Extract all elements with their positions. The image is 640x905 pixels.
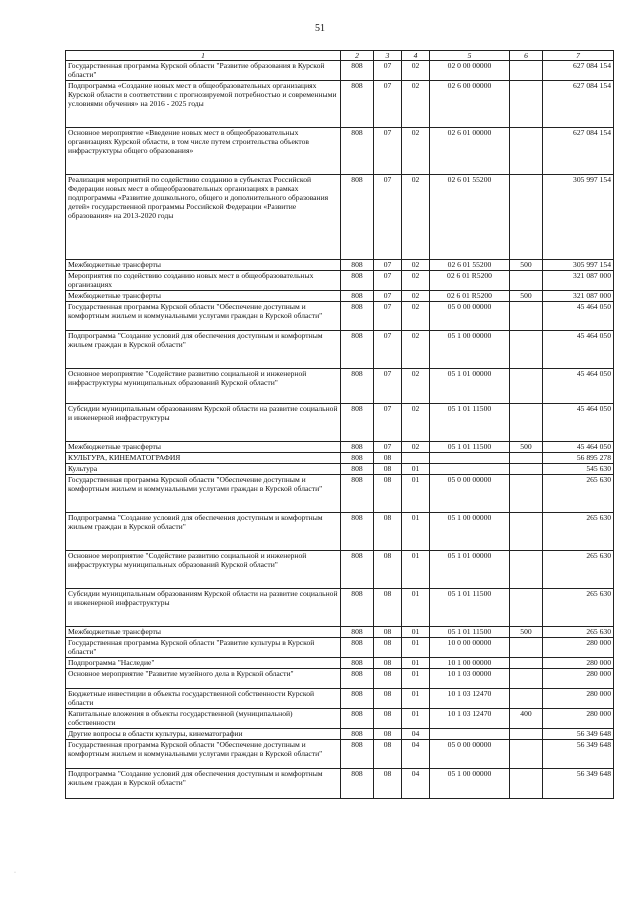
cell-ministry-code: 808 (341, 175, 374, 260)
cell-name: Другие вопросы в области культуры, кинематографии (66, 729, 341, 740)
cell-subsection: 04 (402, 740, 430, 769)
table-row (66, 689, 614, 709)
cell-section: 07 (374, 61, 402, 81)
cell-expense-type (510, 302, 543, 331)
table-row (66, 769, 614, 799)
cell-name: Основное мероприятие "Развитие музейного дела в Курской области" (66, 669, 341, 689)
cell-expense-type (510, 61, 543, 81)
cell-expense-type: 500 (510, 260, 543, 271)
cell-target-article: 02 6 01 55200 (430, 260, 510, 271)
cell-target-article: 05 1 01 11500 (430, 589, 510, 627)
cell-section: 08 (374, 627, 402, 638)
cell-ministry-code: 808 (341, 442, 374, 453)
cell-section: 08 (374, 669, 402, 689)
cell-subsection: 02 (402, 404, 430, 442)
cell-amount: 627 084 154 (543, 128, 614, 175)
cell-section: 08 (374, 709, 402, 729)
cell-subsection: 02 (402, 61, 430, 81)
cell-target-article: 02 6 01 55200 (430, 175, 510, 260)
cell-target-article: 05 1 01 11500 (430, 442, 510, 453)
cell-amount: 45 464 050 (543, 302, 614, 331)
cell-section: 07 (374, 331, 402, 369)
col-header-6: 6 (510, 51, 543, 61)
cell-amount: 280 000 (543, 658, 614, 669)
cell-subsection: 02 (402, 302, 430, 331)
cell-name: Реализация мероприятий по содействию созданию в субъектах Российской Федерации новых мест в общеобразовательных организациях в рамках подпрограммы «Развитие дошкольного, общего и дополнительного образования детей» государственной программы Российской Федерации «Развитие образования» на 2013-2020 годы (66, 175, 341, 260)
cell-target-article (430, 729, 510, 740)
table-row (66, 638, 614, 658)
cell-expense-type (510, 128, 543, 175)
cell-target-article (430, 453, 510, 464)
cell-amount: 56 349 648 (543, 769, 614, 799)
cell-amount: 265 630 (543, 589, 614, 627)
cell-target-article: 05 1 01 00000 (430, 369, 510, 404)
cell-amount: 305 997 154 (543, 175, 614, 260)
cell-amount: 45 464 050 (543, 404, 614, 442)
cell-expense-type (510, 551, 543, 589)
table-row (66, 658, 614, 669)
cell-target-article: 02 0 00 00000 (430, 61, 510, 81)
col-header-4: 4 (402, 51, 430, 61)
cell-ministry-code: 808 (341, 627, 374, 638)
cell-section: 08 (374, 464, 402, 475)
table-row (66, 128, 614, 175)
cell-expense-type (510, 369, 543, 404)
col-header-1: 1 (66, 51, 341, 61)
cell-subsection: 02 (402, 331, 430, 369)
cell-name: Культура (66, 464, 341, 475)
cell-subsection: 01 (402, 475, 430, 513)
cell-subsection: 01 (402, 669, 430, 689)
cell-subsection: 01 (402, 658, 430, 669)
cell-name: Государственная программа Курской области "Обеспечение доступным и комфортным жильем и коммунальными услугами граждан в Курской области" (66, 302, 341, 331)
cell-ministry-code: 808 (341, 260, 374, 271)
cell-name: Капитальные вложения в объекты государственной (муниципальной) собственности (66, 709, 341, 729)
cell-target-article: 05 1 00 00000 (430, 331, 510, 369)
cell-ministry-code: 808 (341, 404, 374, 442)
cell-section: 08 (374, 658, 402, 669)
cell-expense-type (510, 740, 543, 769)
cell-name: Подпрограмма "Создание условий для обеспечения доступным и комфортным жильем граждан в Курской области" (66, 331, 341, 369)
cell-amount: 280 000 (543, 669, 614, 689)
cell-target-article: 02 6 01 R5200 (430, 291, 510, 302)
cell-section: 07 (374, 302, 402, 331)
cell-target-article: 05 1 01 11500 (430, 627, 510, 638)
cell-ministry-code: 808 (341, 689, 374, 709)
cell-target-article: 10 1 00 00000 (430, 658, 510, 669)
cell-ministry-code: 808 (341, 61, 374, 81)
table-row (66, 271, 614, 291)
cell-section: 07 (374, 271, 402, 291)
cell-target-article: 05 1 01 11500 (430, 404, 510, 442)
cell-section: 08 (374, 475, 402, 513)
table-row (66, 513, 614, 551)
cell-subsection: 01 (402, 513, 430, 551)
cell-ministry-code: 808 (341, 658, 374, 669)
cell-name: Подпрограмма «Создание новых мест в общеобразовательных организациях Курской области в соответствии с прогнозируемой потребностью и современными условиями обучения» на 2016 - 2025 годы (66, 81, 341, 128)
cell-ministry-code: 808 (341, 551, 374, 589)
cell-amount: 45 464 050 (543, 442, 614, 453)
table-row (66, 475, 614, 513)
table-row (66, 627, 614, 638)
cell-name: Межбюджетные трансферты (66, 291, 341, 302)
cell-expense-type: 500 (510, 627, 543, 638)
cell-name: Субсидии муниципальным образованиям Курской области на развитие социальной и инженерной инфраструктуры (66, 404, 341, 442)
cell-name: Межбюджетные трансферты (66, 260, 341, 271)
table-row (66, 453, 614, 464)
cell-name: Субсидии муниципальным образованиям Курской области на развитие социальной и инженерной инфраструктуры (66, 589, 341, 627)
col-header-5: 5 (430, 51, 510, 61)
cell-expense-type (510, 513, 543, 551)
cell-section: 08 (374, 769, 402, 799)
cell-expense-type (510, 331, 543, 369)
table-row (66, 369, 614, 404)
cell-ministry-code: 808 (341, 331, 374, 369)
cell-name: Подпрограмма "Наследие" (66, 658, 341, 669)
table-row (66, 669, 614, 689)
cell-subsection: 01 (402, 709, 430, 729)
cell-section: 07 (374, 175, 402, 260)
table-row (66, 331, 614, 369)
table-row (66, 260, 614, 271)
table-row (66, 589, 614, 627)
col-header-2: 2 (341, 51, 374, 61)
cell-ministry-code: 808 (341, 291, 374, 302)
cell-subsection: 04 (402, 769, 430, 799)
cell-target-article: 10 1 03 12470 (430, 689, 510, 709)
cell-section: 08 (374, 513, 402, 551)
table-row (66, 551, 614, 589)
cell-ministry-code: 808 (341, 369, 374, 404)
cell-section: 08 (374, 740, 402, 769)
cell-section: 07 (374, 404, 402, 442)
cell-target-article: 05 1 01 00000 (430, 551, 510, 589)
cell-name: Государственная программа Курской области "Развитие культуры в Курской области" (66, 638, 341, 658)
cell-section: 08 (374, 729, 402, 740)
cell-ministry-code: 808 (341, 769, 374, 799)
cell-subsection: 01 (402, 689, 430, 709)
table-row (66, 729, 614, 740)
cell-section: 07 (374, 442, 402, 453)
cell-ministry-code: 808 (341, 729, 374, 740)
cell-target-article: 05 1 00 00000 (430, 769, 510, 799)
cell-expense-type (510, 729, 543, 740)
cell-amount: 265 630 (543, 551, 614, 589)
cell-ministry-code: 808 (341, 638, 374, 658)
cell-amount: 56 349 648 (543, 729, 614, 740)
cell-ministry-code: 808 (341, 475, 374, 513)
cell-amount: 321 087 000 (543, 271, 614, 291)
cell-ministry-code: 808 (341, 513, 374, 551)
cell-amount: 56 895 278 (543, 453, 614, 464)
cell-section: 07 (374, 81, 402, 128)
cell-name: Межбюджетные трансферты (66, 627, 341, 638)
cell-amount: 45 464 050 (543, 369, 614, 404)
budget-table (65, 50, 614, 799)
cell-section: 08 (374, 638, 402, 658)
cell-expense-type (510, 175, 543, 260)
table-row (66, 464, 614, 475)
page-number: 51 (315, 23, 325, 34)
cell-expense-type (510, 404, 543, 442)
cell-expense-type (510, 453, 543, 464)
cell-expense-type (510, 689, 543, 709)
cell-expense-type (510, 475, 543, 513)
cell-ministry-code: 808 (341, 271, 374, 291)
cell-target-article: 10 1 03 12470 (430, 709, 510, 729)
cell-target-article: 05 0 00 00000 (430, 475, 510, 513)
cell-name: Государственная программа Курской области "Развитие образования в Курской области" (66, 61, 341, 81)
cell-section: 08 (374, 453, 402, 464)
cell-amount: 280 000 (543, 638, 614, 658)
table-row (66, 302, 614, 331)
cell-subsection: 02 (402, 271, 430, 291)
cell-amount: 627 084 154 (543, 81, 614, 128)
table-row (66, 709, 614, 729)
cell-ministry-code: 808 (341, 81, 374, 128)
cell-amount: 56 349 648 (543, 740, 614, 769)
table-row (66, 175, 614, 260)
cell-expense-type (510, 669, 543, 689)
cell-subsection: 01 (402, 638, 430, 658)
cell-section: 08 (374, 551, 402, 589)
cell-name: Бюджетные инвестиции в объекты государственной собственности Курской области (66, 689, 341, 709)
cell-ministry-code: 808 (341, 589, 374, 627)
table-row (66, 442, 614, 453)
col-header-3: 3 (374, 51, 402, 61)
table-row (66, 404, 614, 442)
table-row (66, 740, 614, 769)
cell-name: Подпрограмма "Создание условий для обеспечения доступным и комфортным жильем граждан в Курской области" (66, 769, 341, 799)
table-row (66, 61, 614, 81)
cell-name: Государственная программа Курской области "Обеспечение доступным и комфортным жильем и коммунальными услугами граждан в Курской области" (66, 475, 341, 513)
cell-expense-type (510, 769, 543, 799)
cell-ministry-code: 808 (341, 128, 374, 175)
cell-subsection: 02 (402, 175, 430, 260)
cell-expense-type: 500 (510, 291, 543, 302)
cell-name: Основное мероприятие "Содействие развитию социальной и инженерной инфраструктуры муниципальных образований Курской области" (66, 369, 341, 404)
cell-name: Межбюджетные трансферты (66, 442, 341, 453)
cell-target-article: 02 6 01 R5200 (430, 271, 510, 291)
cell-subsection: 01 (402, 627, 430, 638)
cell-section: 08 (374, 589, 402, 627)
cell-name: Подпрограмма "Создание условий для обеспечения доступным и комфортным жильем граждан в Курской области" (66, 513, 341, 551)
cell-subsection: 02 (402, 128, 430, 175)
cell-subsection: 02 (402, 442, 430, 453)
cell-section: 07 (374, 128, 402, 175)
cell-amount: 321 087 000 (543, 291, 614, 302)
header-row (66, 51, 614, 61)
col-header-7: 7 (543, 51, 614, 61)
cell-amount: 265 630 (543, 475, 614, 513)
cell-section: 08 (374, 689, 402, 709)
cell-subsection: 04 (402, 729, 430, 740)
cell-subsection: 02 (402, 291, 430, 302)
cell-subsection: 02 (402, 260, 430, 271)
cell-amount: 305 997 154 (543, 260, 614, 271)
cell-amount: 280 000 (543, 689, 614, 709)
cell-ministry-code: 808 (341, 740, 374, 769)
cell-amount: 627 084 154 (543, 61, 614, 81)
cell-ministry-code: 808 (341, 453, 374, 464)
cell-target-article (430, 464, 510, 475)
cell-subsection: 02 (402, 81, 430, 128)
cell-amount: 265 630 (543, 513, 614, 551)
cell-name: Основное мероприятие «Введение новых мест в общеобразовательных организациях Курской области, в том числе путем строительства объектов инфраструктуры общего образования» (66, 128, 341, 175)
table-row (66, 291, 614, 302)
cell-expense-type (510, 271, 543, 291)
cell-name: Государственная программа Курской области "Обеспечение доступным и комфортным жильем и коммунальными услугами граждан в Курской области" (66, 740, 341, 769)
cell-subsection: 02 (402, 369, 430, 404)
cell-section: 07 (374, 260, 402, 271)
cell-expense-type (510, 81, 543, 128)
cell-amount: 265 630 (543, 627, 614, 638)
cell-expense-type (510, 638, 543, 658)
cell-amount: 545 630 (543, 464, 614, 475)
cell-section: 07 (374, 369, 402, 404)
cell-target-article: 02 6 01 00000 (430, 128, 510, 175)
cell-subsection: 01 (402, 464, 430, 475)
cell-name: Мероприятия по содействию созданию новых мест в общеобразовательных организациях (66, 271, 341, 291)
cell-ministry-code: 808 (341, 709, 374, 729)
cell-expense-type (510, 658, 543, 669)
cell-subsection: 01 (402, 551, 430, 589)
cell-target-article: 05 0 00 00000 (430, 740, 510, 769)
cell-expense-type: 400 (510, 709, 543, 729)
table-row (66, 81, 614, 128)
cell-ministry-code: 808 (341, 464, 374, 475)
cell-ministry-code: 808 (341, 669, 374, 689)
cell-amount: 280 000 (543, 709, 614, 729)
cell-subsection (402, 453, 430, 464)
cell-target-article: 10 1 03 00000 (430, 669, 510, 689)
cell-section: 07 (374, 291, 402, 302)
cell-target-article: 10 0 00 00000 (430, 638, 510, 658)
cell-expense-type (510, 589, 543, 627)
cell-target-article: 05 0 00 00000 (430, 302, 510, 331)
cell-name: КУЛЬТУРА, КИНЕМАТОГРАФИЯ (66, 453, 341, 464)
cell-target-article: 05 1 00 00000 (430, 513, 510, 551)
cell-amount: 45 464 050 (543, 331, 614, 369)
cell-name: Основное мероприятие "Содействие развитию социальной и инженерной инфраструктуры муниципальных образований Курской области" (66, 551, 341, 589)
cell-expense-type: 500 (510, 442, 543, 453)
margin-mark: · (14, 870, 16, 876)
cell-target-article: 02 6 00 00000 (430, 81, 510, 128)
cell-ministry-code: 808 (341, 302, 374, 331)
cell-subsection: 01 (402, 589, 430, 627)
cell-expense-type (510, 464, 543, 475)
